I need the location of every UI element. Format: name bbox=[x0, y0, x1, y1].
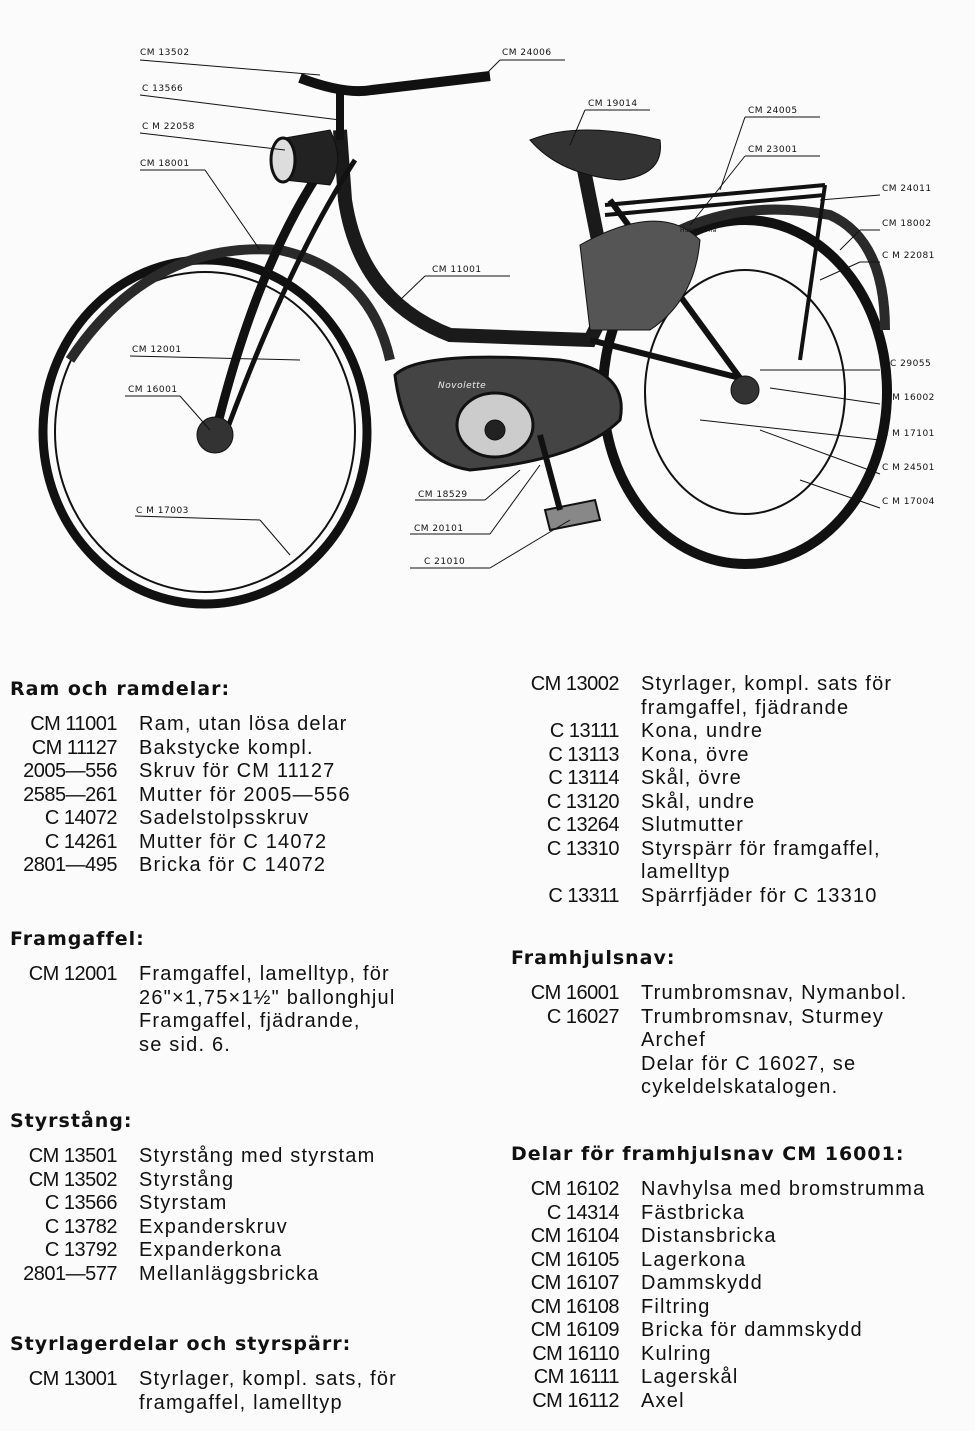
part-row bbox=[10, 1145, 375, 1169]
section-heading: Styrlagerdelar och styrspärr: bbox=[10, 1333, 352, 1355]
moped-exploded-diagram bbox=[0, 0, 975, 640]
part-description: Styrstam bbox=[139, 1192, 228, 1214]
part-code: C 13120 bbox=[546, 790, 619, 813]
part-description: Navhylsa med bromstrumma bbox=[641, 1178, 926, 1200]
part-description: Expanderskruv bbox=[139, 1215, 288, 1238]
part-code: C 14314 bbox=[546, 1201, 619, 1224]
part-row bbox=[10, 784, 351, 808]
part-code: C 13264 bbox=[546, 814, 619, 836]
part-code: CM 16001 bbox=[530, 982, 619, 1004]
part-description: Styrlager, kompl. sats, för framgaffel, lamelltyp bbox=[139, 1368, 398, 1414]
part-code: C 13792 bbox=[44, 1239, 117, 1261]
part-description: Mellanläggsbricka bbox=[139, 1262, 320, 1285]
callout-left-4: CM 12001 bbox=[132, 345, 182, 355]
callout-right-7: C M 17101 bbox=[882, 429, 935, 439]
part-code: C 13782 bbox=[44, 1215, 117, 1238]
callout-right-0: CM 24005 bbox=[748, 106, 798, 116]
part-code: C 13114 bbox=[548, 767, 619, 789]
part-row bbox=[511, 1006, 908, 1100]
part-code: CM 16112 bbox=[532, 1389, 619, 1412]
part-description: Trumbromsnav, Nymanbol. bbox=[641, 982, 908, 1004]
part-description: Mutter för C 14072 bbox=[139, 830, 328, 853]
part-description: Bricka för C 14072 bbox=[139, 854, 327, 876]
part-row bbox=[511, 982, 908, 1006]
part-row bbox=[10, 1169, 375, 1193]
part-row bbox=[10, 854, 351, 878]
part-description: Distansbricka bbox=[641, 1225, 777, 1247]
part-description: Framgaffel, lamelltyp, för 26"×1,75×1½" ballonghjul Framgaffel, fjädrande, se sid. 6. bbox=[139, 963, 396, 1056]
part-description: Styrlager, kompl. sats för framgaffel, fjädrande bbox=[641, 673, 893, 719]
part-code: CM 13502 bbox=[28, 1168, 117, 1191]
section-heading: Framhjulsnav: bbox=[511, 947, 676, 969]
part-row bbox=[511, 1390, 925, 1414]
parts-list bbox=[10, 1368, 397, 1415]
part-code: CM 11001 bbox=[30, 713, 117, 735]
part-description: Axel bbox=[641, 1389, 685, 1412]
fuel-tank bbox=[580, 221, 700, 330]
rear-hub bbox=[731, 376, 759, 404]
section-styrstang bbox=[10, 1110, 375, 1286]
parts-list bbox=[10, 963, 396, 1057]
part-description: Skruv för CM 11127 bbox=[139, 760, 336, 782]
frame-brand-text: Novolette bbox=[438, 381, 487, 391]
part-description: Kulring bbox=[641, 1342, 712, 1365]
callout-left-0: CM 13502 bbox=[140, 48, 190, 58]
part-description: Fästbricka bbox=[641, 1201, 746, 1224]
part-description: Lagerkona bbox=[641, 1248, 747, 1271]
part-row bbox=[10, 831, 351, 855]
callout-right-8: C M 24501 bbox=[882, 463, 935, 473]
part-description: Spärrfjäder för C 13310 bbox=[641, 884, 878, 907]
parts-list bbox=[10, 1145, 375, 1286]
part-code: CM 13001 bbox=[28, 1368, 117, 1390]
part-row bbox=[511, 767, 892, 791]
callout-right-2: CM 24011 bbox=[882, 184, 932, 194]
part-code: C 13311 bbox=[548, 884, 619, 907]
part-description: Styrstång med styrstam bbox=[139, 1145, 376, 1167]
callout-center-4: CM 20101 bbox=[414, 524, 464, 534]
part-code: C 14072 bbox=[44, 807, 117, 829]
part-code: C 14261 bbox=[44, 830, 117, 853]
section-heading: Framgaffel: bbox=[10, 928, 145, 950]
part-row bbox=[10, 1216, 375, 1240]
part-row bbox=[10, 760, 351, 784]
part-code: C 13113 bbox=[548, 743, 619, 766]
callout-center-1: CM 19014 bbox=[588, 99, 638, 109]
part-code: CM 16110 bbox=[532, 1342, 619, 1365]
callout-left-6: C M 17003 bbox=[136, 506, 189, 516]
part-description: Ram, utan lösa delar bbox=[139, 713, 348, 735]
part-description: Trumbromsnav, Sturmey Archef Delar för C 16027, se cykeldelskatalogen. bbox=[641, 1005, 885, 1098]
part-code: CM 13002 bbox=[530, 673, 619, 695]
part-description: Skål, undre bbox=[641, 790, 756, 813]
part-description: Filtring bbox=[641, 1295, 711, 1318]
section-framgaffel bbox=[10, 928, 396, 1057]
part-code: CM 16104 bbox=[530, 1225, 619, 1247]
callout-center-5: C 21010 bbox=[424, 557, 466, 567]
callout-right-3: CM 18002 bbox=[882, 219, 932, 229]
section-heading: Delar för framhjulsnav CM 16001: bbox=[511, 1143, 905, 1165]
section-heading: Ram och ramdelar: bbox=[10, 678, 231, 700]
callout-right-6: C M 16002 bbox=[882, 393, 935, 403]
section-delar-framhjulsnav bbox=[511, 1143, 925, 1413]
front-hub bbox=[197, 417, 233, 453]
part-code: CM 13501 bbox=[28, 1145, 117, 1167]
callout-left-1: C 13566 bbox=[142, 84, 184, 94]
callout-center-0: CM 24006 bbox=[502, 48, 552, 58]
callout-right-1: CM 23001 bbox=[748, 145, 798, 155]
part-row bbox=[511, 720, 892, 744]
callout-left-2: C M 22058 bbox=[142, 122, 195, 132]
part-row bbox=[511, 1249, 925, 1273]
pedal bbox=[545, 500, 600, 530]
part-description: Kona, undre bbox=[641, 720, 764, 742]
part-row bbox=[10, 807, 351, 831]
part-description: Kona, övre bbox=[641, 743, 750, 766]
part-code: CM 12001 bbox=[28, 963, 117, 985]
part-description: Dammskydd bbox=[641, 1272, 763, 1294]
part-code: CM 16102 bbox=[530, 1178, 619, 1200]
part-row bbox=[10, 1263, 375, 1287]
section-heading: Styrstång: bbox=[10, 1110, 133, 1132]
parts-list bbox=[511, 982, 908, 1100]
part-row bbox=[511, 885, 892, 909]
part-description: Bakstycke kompl. bbox=[139, 736, 314, 759]
part-description: Styrstång bbox=[139, 1168, 235, 1191]
part-row bbox=[511, 1202, 925, 1226]
parts-list bbox=[10, 713, 351, 878]
part-row bbox=[10, 963, 396, 1057]
part-code: CM 16111 bbox=[533, 1366, 619, 1388]
part-row bbox=[511, 1178, 925, 1202]
callout-center-2: CM 11001 bbox=[432, 265, 482, 275]
callout-left-3: CM 18001 bbox=[140, 159, 190, 169]
part-code: C 16027 bbox=[546, 1005, 619, 1028]
part-row bbox=[511, 814, 892, 838]
part-row bbox=[511, 1225, 925, 1249]
part-description: Slutmutter bbox=[641, 814, 745, 836]
part-description: Expanderkona bbox=[139, 1239, 283, 1261]
part-code: CM 16109 bbox=[530, 1319, 619, 1341]
parts-list bbox=[511, 673, 892, 908]
callout-right-9: C M 17004 bbox=[882, 497, 935, 507]
part-row bbox=[511, 1296, 925, 1320]
callout-right-5: C 29055 bbox=[890, 359, 932, 369]
callout-right-4: C M 22081 bbox=[882, 251, 935, 261]
part-row bbox=[511, 1343, 925, 1367]
part-row bbox=[511, 1366, 925, 1390]
section-ram bbox=[10, 678, 351, 878]
part-code: CM 16105 bbox=[530, 1248, 619, 1271]
section-styrlager bbox=[10, 1333, 397, 1415]
part-code: C 13566 bbox=[44, 1192, 117, 1214]
part-description: Mutter för 2005—556 bbox=[139, 783, 351, 806]
part-row bbox=[511, 791, 892, 815]
section-framhjulsnav bbox=[511, 947, 908, 1100]
part-description: Styrspärr för framgaffel, lamelltyp bbox=[641, 837, 881, 883]
part-description: Bricka för dammskydd bbox=[641, 1319, 863, 1341]
part-row bbox=[511, 1272, 925, 1296]
part-row bbox=[10, 1192, 375, 1216]
part-row bbox=[10, 737, 351, 761]
saddle bbox=[530, 130, 661, 180]
part-row bbox=[511, 673, 892, 720]
part-description: Lagerskål bbox=[641, 1366, 739, 1388]
part-code: 2801—495 bbox=[23, 854, 117, 876]
section-styrlager-continued bbox=[511, 673, 892, 908]
part-code: CM 16107 bbox=[530, 1272, 619, 1294]
part-code: C 13111 bbox=[549, 720, 619, 742]
part-description: Skål, övre bbox=[641, 767, 742, 789]
part-code: 2585—261 bbox=[23, 783, 117, 806]
part-row bbox=[511, 1319, 925, 1343]
part-row bbox=[10, 713, 351, 737]
part-row bbox=[511, 838, 892, 885]
part-row bbox=[10, 1239, 375, 1263]
part-row bbox=[10, 1368, 397, 1415]
parts-list bbox=[511, 1178, 925, 1413]
part-row bbox=[511, 744, 892, 768]
part-description: Sadelstolpsskruv bbox=[139, 807, 310, 829]
part-code: 2801—577 bbox=[23, 1262, 117, 1285]
handlebar bbox=[300, 76, 490, 91]
rack-brand-text: Husqvarna bbox=[680, 227, 717, 234]
callout-left-5: CM 16001 bbox=[128, 385, 178, 395]
part-code: C 13310 bbox=[546, 837, 619, 860]
callout-center-3: CM 18529 bbox=[418, 490, 468, 500]
part-code: CM 11127 bbox=[31, 736, 117, 759]
front-fork bbox=[215, 150, 335, 435]
part-code: CM 16108 bbox=[530, 1295, 619, 1318]
part-code: 2005—556 bbox=[23, 760, 117, 782]
